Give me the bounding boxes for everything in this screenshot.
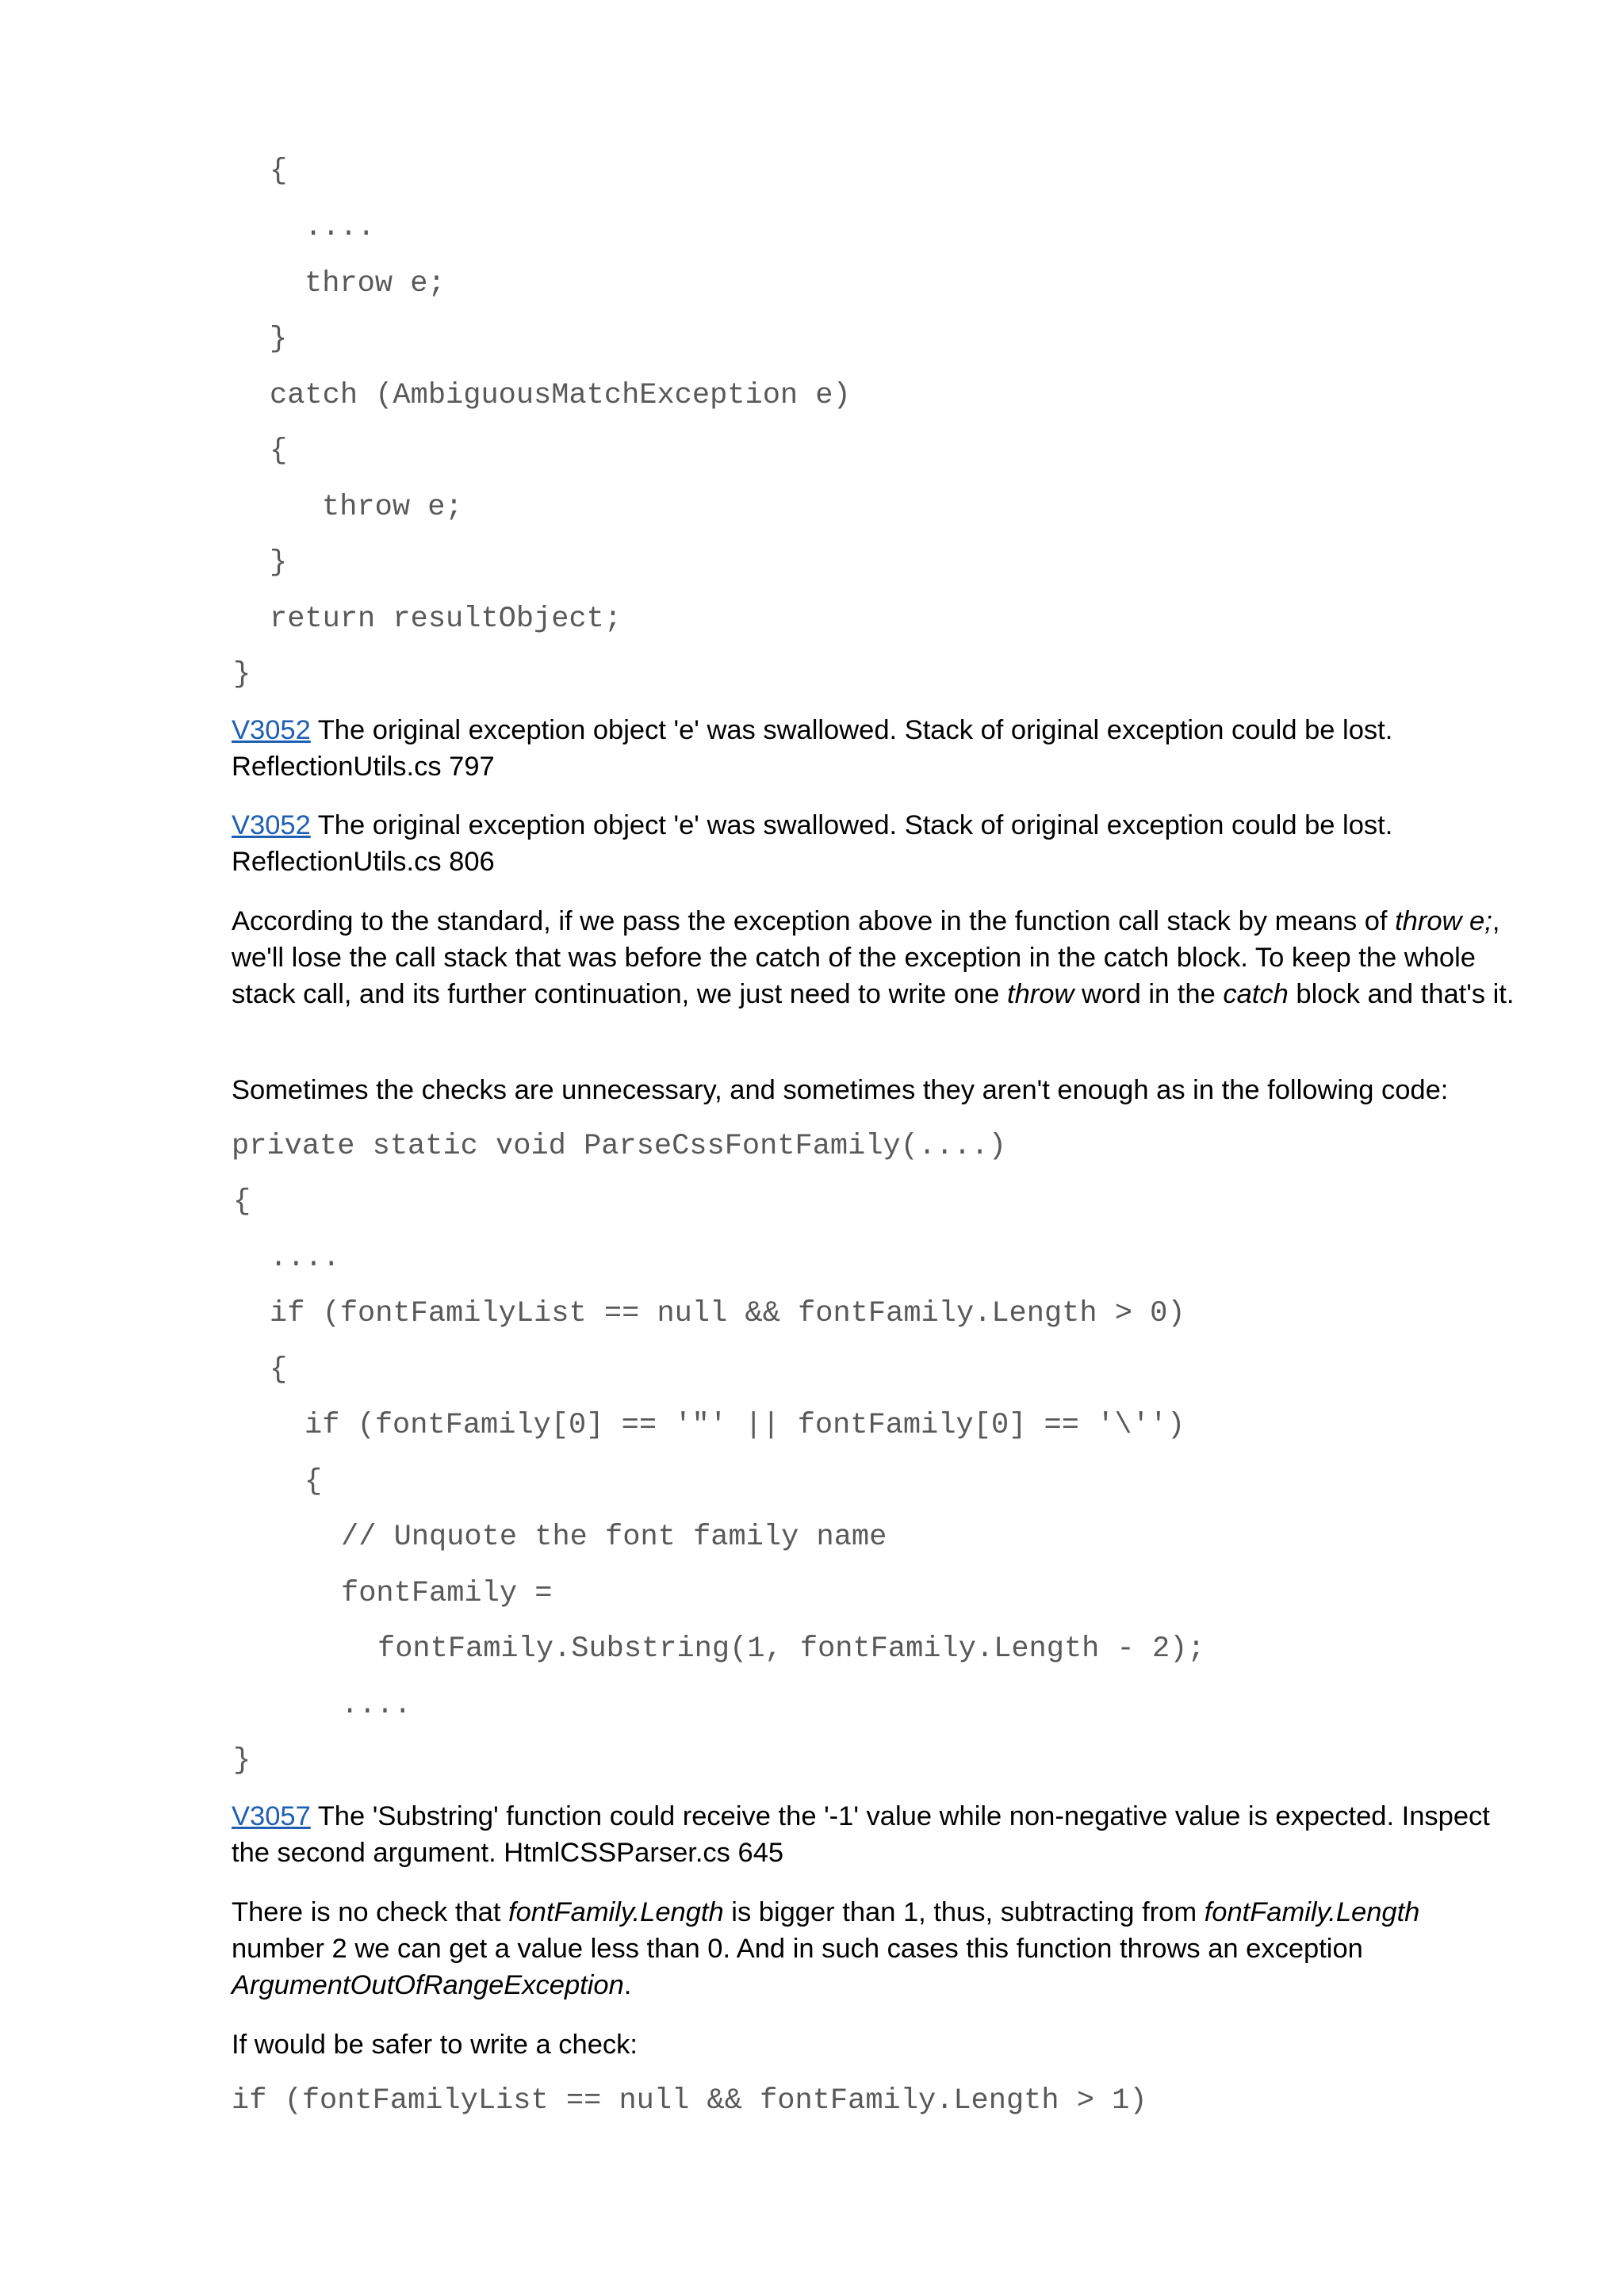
warning-text: The original exception object 'e' was swallowed. Stack of original exception could be lost. — [310, 810, 1393, 840]
code-line: } — [270, 546, 288, 580]
text-run: word in the — [1074, 979, 1224, 1009]
text-run: . — [623, 1970, 632, 2000]
text-run: number 2 we can get a value less than 0. And in such cases this function throws an exception — [232, 1934, 1363, 1964]
diagnostic-link[interactable]: V3057 — [232, 1801, 311, 1831]
explanation-paragraph — [232, 903, 1516, 1012]
code-line: private static void ParseCssFontFamily(....) — [232, 1130, 1006, 1163]
code-line: if (fontFamily[0] == '"' || fontFamily[0] == '\'') — [304, 1409, 1185, 1442]
code-line: throw e; — [304, 267, 446, 300]
code-line: .... — [270, 1242, 340, 1275]
emphasis: fontFamily.Length — [508, 1897, 724, 1927]
text-run: is bigger than 1, thus, subtracting from — [723, 1897, 1205, 1927]
warning-location: ReflectionUtils.cs 806 — [232, 847, 495, 877]
code-line: return resultObject; — [270, 603, 622, 636]
text-run: According to the standard, if we pass the exception above in the function call stack by means of — [232, 906, 1396, 936]
code-line: { — [233, 1185, 251, 1219]
code-line: } — [233, 1744, 251, 1777]
warning-v3057 — [232, 1798, 1516, 1871]
code-line: if (fontFamilyList == null && fontFamily.Length > 0) — [270, 1297, 1185, 1330]
code-line: catch (AmbiguousMatchException e) — [270, 379, 851, 412]
code-line: if (fontFamilyList == null && fontFamily.Length > 1) — [232, 2084, 1147, 2118]
emphasis: throw — [1007, 979, 1074, 1009]
emphasis: throw e; — [1395, 906, 1492, 936]
code-comment: // Unquote the font family name — [341, 1521, 887, 1554]
code-line: { — [270, 155, 288, 188]
diagnostic-link[interactable]: V3052 — [232, 810, 311, 840]
warning-v3052-806 — [232, 807, 1516, 880]
suggestion-paragraph: If would be safer to write a check: — [232, 2030, 638, 2060]
warning-location: ReflectionUtils.cs 797 — [232, 752, 495, 782]
diagnostic-link[interactable]: V3052 — [232, 715, 311, 745]
code-line: .... — [341, 1689, 412, 1722]
intro-paragraph: Sometimes the checks are unnecessary, and sometimes they aren't enough as in the following code: — [232, 1075, 1449, 1105]
code-line: fontFamily.Substring(1, fontFamily.Length - 2); — [377, 1632, 1205, 1666]
text-run: , we'll lose the call stack that was before the catch of the exception in the catch block. To keep the whole stack call, and its further continuation, we just need to write one — [232, 906, 1500, 1009]
code-line: { — [304, 1465, 323, 1498]
code-line: { — [270, 434, 288, 468]
text-run: block and that's it. — [1288, 979, 1515, 1009]
code-line: fontFamily = — [341, 1577, 553, 1610]
emphasis: ArgumentOutOfRangeException — [232, 1970, 624, 2000]
emphasis: fontFamily.Length — [1204, 1897, 1420, 1927]
code-line: throw e; — [322, 491, 463, 524]
analysis-paragraph — [232, 1894, 1516, 2003]
code-line: } — [233, 658, 251, 691]
warning-text: The 'Substring' function could receive the '-1' value while non-negative value is expected. Inspect the second argument. HtmlCSSParser.cs 645 — [232, 1801, 1490, 1868]
code-line: .... — [304, 211, 375, 244]
emphasis: catch — [1223, 979, 1289, 1009]
text-run: There is no check that — [232, 1897, 509, 1927]
code-line: } — [270, 323, 288, 356]
warning-v3052-797 — [232, 712, 1516, 785]
warning-text: The original exception object 'e' was swallowed. Stack of original exception could be lost. — [310, 715, 1393, 745]
code-line: { — [270, 1353, 288, 1387]
